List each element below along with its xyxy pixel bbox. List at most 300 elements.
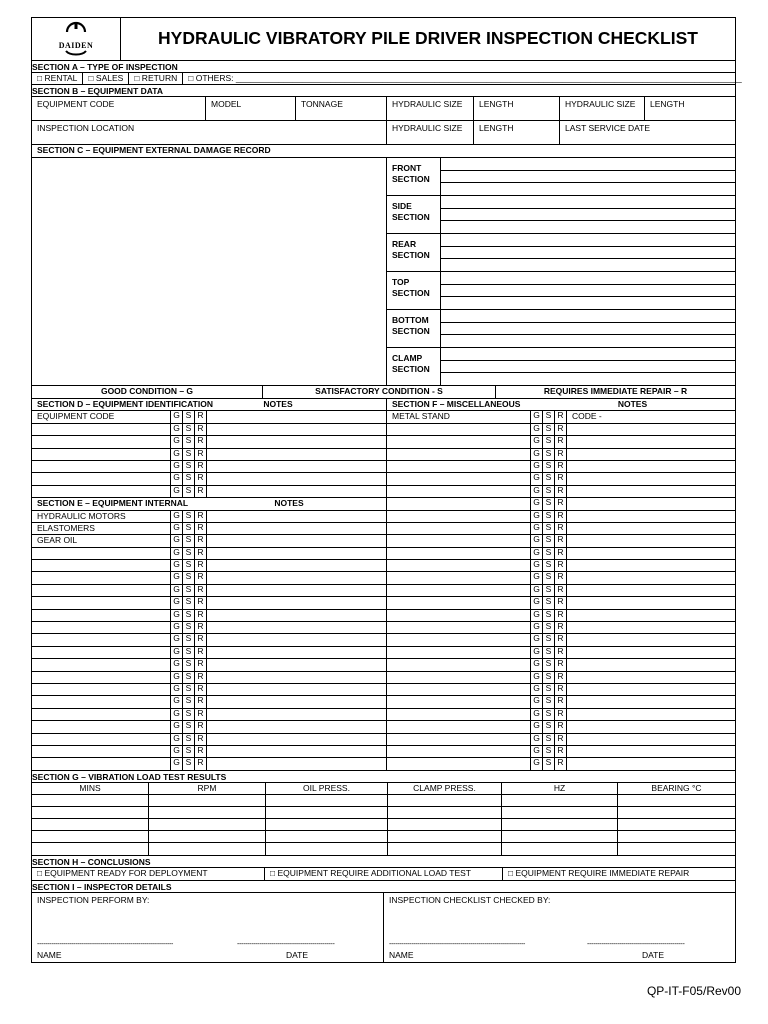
notes-cell[interactable]: [207, 411, 386, 422]
rating-option[interactable]: R: [555, 436, 567, 447]
rating-option[interactable]: R: [555, 734, 567, 745]
rating-option[interactable]: G: [171, 560, 183, 571]
notes-cell[interactable]: [567, 758, 735, 769]
rating-option[interactable]: R: [195, 597, 207, 608]
rating-option[interactable]: R: [555, 721, 567, 732]
rating-option[interactable]: R: [555, 610, 567, 621]
rating-option[interactable]: R: [195, 548, 207, 559]
rating-option[interactable]: S: [543, 622, 555, 633]
damage-notes-lines[interactable]: [441, 348, 735, 385]
rating-option[interactable]: S: [543, 548, 555, 559]
notes-cell[interactable]: [207, 746, 386, 757]
rating-option[interactable]: S: [183, 473, 195, 484]
rating-option[interactable]: G: [531, 473, 543, 484]
load-table-cell[interactable]: [149, 831, 266, 842]
option-return[interactable]: □ RETURN: [129, 73, 183, 84]
load-table-cell[interactable]: [618, 843, 735, 854]
load-table-cell[interactable]: [266, 819, 388, 830]
damage-notes-lines[interactable]: [441, 196, 735, 233]
rating-option[interactable]: G: [171, 634, 183, 645]
rating-option[interactable]: R: [555, 486, 567, 497]
damage-notes-lines[interactable]: [441, 310, 735, 347]
rating-option[interactable]: G: [171, 449, 183, 460]
damage-note-line[interactable]: [441, 158, 735, 171]
rating-option[interactable]: S: [183, 461, 195, 472]
rating-option[interactable]: S: [543, 486, 555, 497]
rating-option[interactable]: R: [555, 684, 567, 695]
rating-option[interactable]: R: [195, 709, 207, 720]
rating-option[interactable]: R: [195, 672, 207, 683]
damage-note-line[interactable]: [441, 272, 735, 285]
damage-note-line[interactable]: [441, 221, 735, 233]
load-table-cell[interactable]: [32, 843, 149, 854]
rating-option[interactable]: R: [555, 535, 567, 546]
notes-cell[interactable]: [567, 523, 735, 534]
damage-note-line[interactable]: [441, 285, 735, 298]
rating-option[interactable]: R: [195, 411, 207, 422]
option-sales[interactable]: □ SALES: [83, 73, 129, 84]
load-table-cell[interactable]: [388, 807, 502, 818]
rating-option[interactable]: S: [183, 511, 195, 522]
notes-cell[interactable]: [567, 672, 735, 683]
rating-option[interactable]: G: [171, 721, 183, 732]
notes-cell[interactable]: [207, 436, 386, 447]
field-equipment-code[interactable]: EQUIPMENT CODE: [32, 97, 206, 120]
rating-option[interactable]: S: [183, 572, 195, 583]
rating-option[interactable]: G: [171, 746, 183, 757]
rating-option[interactable]: G: [171, 659, 183, 670]
option-others[interactable]: □ OTHERS: ___________________________________________________________________________________________________________: [188, 73, 742, 83]
field-model[interactable]: MODEL: [206, 97, 296, 120]
rating-option[interactable]: R: [555, 597, 567, 608]
field-length-1[interactable]: LENGTH: [474, 97, 560, 120]
field-last-service-date[interactable]: LAST SERVICE DATE: [565, 123, 651, 133]
rating-option[interactable]: R: [195, 585, 207, 596]
rating-option[interactable]: R: [555, 511, 567, 522]
rating-option[interactable]: G: [531, 647, 543, 658]
rating-option[interactable]: R: [555, 746, 567, 757]
notes-cell[interactable]: [207, 659, 386, 670]
option-rental[interactable]: □ RENTAL: [32, 73, 83, 84]
rating-option[interactable]: G: [531, 498, 543, 509]
rating-option[interactable]: G: [531, 585, 543, 596]
notes-cell[interactable]: [207, 424, 386, 435]
rating-option[interactable]: G: [531, 511, 543, 522]
damage-note-line[interactable]: [441, 196, 735, 209]
rating-option[interactable]: G: [171, 672, 183, 683]
damage-note-line[interactable]: [441, 183, 735, 195]
rating-option[interactable]: S: [183, 597, 195, 608]
rating-option[interactable]: S: [183, 486, 195, 497]
rating-option[interactable]: R: [195, 449, 207, 460]
rating-option[interactable]: R: [555, 411, 567, 422]
option-ready-for-deployment[interactable]: □ EQUIPMENT READY FOR DEPLOYMENT: [32, 868, 265, 880]
damage-note-line[interactable]: [441, 335, 735, 347]
rating-option[interactable]: R: [195, 486, 207, 497]
rating-option[interactable]: G: [531, 411, 543, 422]
notes-cell[interactable]: [207, 572, 386, 583]
rating-option[interactable]: G: [531, 535, 543, 546]
notes-cell[interactable]: [567, 709, 735, 720]
rating-option[interactable]: R: [195, 622, 207, 633]
notes-cell[interactable]: [567, 436, 735, 447]
load-table-cell[interactable]: [388, 831, 502, 842]
field-inspection-location[interactable]: INSPECTION LOCATION: [32, 121, 387, 144]
rating-option[interactable]: G: [171, 696, 183, 707]
notes-cell[interactable]: [567, 647, 735, 658]
notes-cell[interactable]: [207, 758, 386, 769]
notes-cell[interactable]: [207, 585, 386, 596]
rating-option[interactable]: S: [183, 721, 195, 732]
load-table-cell[interactable]: [388, 795, 502, 806]
rating-option[interactable]: G: [531, 486, 543, 497]
load-table-cell[interactable]: [149, 819, 266, 830]
notes-cell[interactable]: [567, 449, 735, 460]
rating-option[interactable]: R: [195, 734, 207, 745]
rating-option[interactable]: R: [195, 721, 207, 732]
notes-cell[interactable]: [567, 486, 735, 497]
rating-option[interactable]: S: [543, 672, 555, 683]
rating-option[interactable]: S: [543, 696, 555, 707]
rating-option[interactable]: S: [543, 721, 555, 732]
notes-cell[interactable]: [567, 585, 735, 596]
rating-option[interactable]: S: [543, 758, 555, 769]
rating-option[interactable]: S: [543, 585, 555, 596]
load-table-cell[interactable]: [388, 843, 502, 854]
rating-option[interactable]: G: [171, 597, 183, 608]
rating-option[interactable]: R: [555, 473, 567, 484]
rating-option[interactable]: S: [543, 449, 555, 460]
rating-option[interactable]: S: [543, 647, 555, 658]
rating-option[interactable]: G: [531, 758, 543, 769]
rating-option[interactable]: G: [171, 411, 183, 422]
damage-note-line[interactable]: [441, 348, 735, 361]
rating-option[interactable]: S: [543, 572, 555, 583]
rating-option[interactable]: S: [183, 548, 195, 559]
rating-option[interactable]: S: [183, 436, 195, 447]
rating-option[interactable]: S: [543, 734, 555, 745]
rating-option[interactable]: G: [171, 486, 183, 497]
rating-option[interactable]: S: [183, 659, 195, 670]
damage-notes-lines[interactable]: [441, 272, 735, 309]
notes-cell[interactable]: [567, 548, 735, 559]
notes-cell[interactable]: [567, 721, 735, 732]
rating-option[interactable]: S: [543, 523, 555, 534]
notes-cell[interactable]: [207, 523, 386, 534]
rating-option[interactable]: R: [555, 585, 567, 596]
rating-option[interactable]: G: [171, 424, 183, 435]
rating-option[interactable]: S: [183, 585, 195, 596]
notes-cell[interactable]: [567, 511, 735, 522]
rating-option[interactable]: G: [531, 610, 543, 621]
rating-option[interactable]: S: [183, 610, 195, 621]
load-table-cell[interactable]: [502, 795, 618, 806]
load-table-cell[interactable]: [32, 819, 149, 830]
load-table-cell[interactable]: [502, 819, 618, 830]
rating-option[interactable]: R: [195, 659, 207, 670]
notes-cell[interactable]: [567, 659, 735, 670]
notes-cell[interactable]: [207, 634, 386, 645]
notes-cell[interactable]: [567, 734, 735, 745]
notes-cell[interactable]: [207, 548, 386, 559]
load-table-cell[interactable]: [32, 795, 149, 806]
rating-option[interactable]: G: [531, 436, 543, 447]
notes-cell[interactable]: [207, 449, 386, 460]
notes-cell[interactable]: CODE -: [572, 411, 602, 422]
load-table-cell[interactable]: [149, 795, 266, 806]
rating-option[interactable]: S: [183, 535, 195, 546]
field-tonnage[interactable]: TONNAGE: [296, 97, 387, 120]
rating-option[interactable]: S: [543, 424, 555, 435]
rating-option[interactable]: R: [195, 610, 207, 621]
load-table-cell[interactable]: [266, 831, 388, 842]
rating-option[interactable]: R: [555, 560, 567, 571]
rating-option[interactable]: G: [531, 634, 543, 645]
rating-option[interactable]: S: [183, 734, 195, 745]
notes-cell[interactable]: [207, 734, 386, 745]
damage-note-line[interactable]: [441, 259, 735, 271]
rating-option[interactable]: G: [171, 684, 183, 695]
load-table-cell[interactable]: [32, 831, 149, 842]
rating-option[interactable]: S: [543, 597, 555, 608]
rating-option[interactable]: G: [171, 734, 183, 745]
load-table-cell[interactable]: [502, 831, 618, 842]
rating-option[interactable]: S: [543, 746, 555, 757]
rating-option[interactable]: G: [531, 684, 543, 695]
rating-option[interactable]: G: [171, 461, 183, 472]
rating-option[interactable]: R: [195, 684, 207, 695]
rating-option[interactable]: R: [195, 647, 207, 658]
rating-option[interactable]: G: [171, 610, 183, 621]
rating-option[interactable]: G: [531, 597, 543, 608]
notes-cell[interactable]: [207, 709, 386, 720]
rating-option[interactable]: G: [531, 746, 543, 757]
notes-cell[interactable]: [207, 672, 386, 683]
damage-note-line[interactable]: [441, 297, 735, 309]
rating-option[interactable]: S: [543, 634, 555, 645]
rating-option[interactable]: G: [531, 461, 543, 472]
notes-cell[interactable]: [567, 597, 735, 608]
rating-option[interactable]: R: [195, 746, 207, 757]
rating-option[interactable]: S: [543, 411, 555, 422]
load-table-cell[interactable]: [266, 843, 388, 854]
rating-option[interactable]: G: [171, 436, 183, 447]
rating-option[interactable]: G: [171, 572, 183, 583]
rating-option[interactable]: S: [543, 436, 555, 447]
rating-option[interactable]: S: [183, 622, 195, 633]
rating-option[interactable]: R: [195, 473, 207, 484]
rating-option[interactable]: S: [543, 560, 555, 571]
inspector-checked-by[interactable]: [384, 893, 735, 962]
rating-option[interactable]: G: [531, 721, 543, 732]
rating-option[interactable]: G: [531, 449, 543, 460]
damage-note-line[interactable]: [441, 171, 735, 184]
rating-option[interactable]: S: [183, 672, 195, 683]
rating-option[interactable]: S: [543, 498, 555, 509]
load-table-cell[interactable]: [149, 807, 266, 818]
damage-note-line[interactable]: [441, 323, 735, 336]
rating-option[interactable]: R: [555, 498, 567, 509]
rating-option[interactable]: R: [195, 535, 207, 546]
rating-option[interactable]: R: [555, 758, 567, 769]
rating-option[interactable]: S: [543, 684, 555, 695]
rating-option[interactable]: R: [195, 424, 207, 435]
notes-cell[interactable]: [567, 634, 735, 645]
rating-option[interactable]: S: [543, 461, 555, 472]
rating-option[interactable]: G: [531, 622, 543, 633]
rating-option[interactable]: S: [183, 709, 195, 720]
load-table-cell[interactable]: [149, 843, 266, 854]
notes-cell[interactable]: [567, 560, 735, 571]
damage-notes-lines[interactable]: [441, 234, 735, 271]
rating-option[interactable]: S: [543, 610, 555, 621]
notes-cell[interactable]: [567, 572, 735, 583]
notes-cell[interactable]: [207, 684, 386, 695]
rating-option[interactable]: G: [171, 709, 183, 720]
rating-option[interactable]: R: [195, 560, 207, 571]
rating-option[interactable]: R: [195, 634, 207, 645]
damage-note-line[interactable]: [441, 247, 735, 260]
rating-option[interactable]: G: [531, 672, 543, 683]
rating-option[interactable]: R: [555, 548, 567, 559]
rating-option[interactable]: R: [195, 758, 207, 769]
rating-option[interactable]: S: [543, 511, 555, 522]
rating-option[interactable]: R: [195, 436, 207, 447]
rating-option[interactable]: G: [531, 548, 543, 559]
rating-option[interactable]: G: [531, 424, 543, 435]
rating-option[interactable]: G: [171, 473, 183, 484]
notes-cell[interactable]: [567, 622, 735, 633]
notes-cell[interactable]: [207, 622, 386, 633]
rating-option[interactable]: R: [555, 672, 567, 683]
rating-option[interactable]: R: [555, 572, 567, 583]
option-additional-load-test[interactable]: □ EQUIPMENT REQUIRE ADDITIONAL LOAD TEST: [265, 868, 503, 880]
load-table-cell[interactable]: [266, 807, 388, 818]
damage-note-line[interactable]: [441, 373, 735, 385]
rating-option[interactable]: G: [171, 548, 183, 559]
rating-option[interactable]: R: [555, 709, 567, 720]
rating-option[interactable]: S: [183, 523, 195, 534]
notes-cell[interactable]: [207, 511, 386, 522]
load-table-cell[interactable]: [266, 795, 388, 806]
notes-cell[interactable]: [207, 721, 386, 732]
load-table-cell[interactable]: [502, 807, 618, 818]
rating-option[interactable]: G: [531, 734, 543, 745]
field-length-3[interactable]: LENGTH: [474, 121, 560, 144]
rating-option[interactable]: S: [183, 647, 195, 658]
rating-option[interactable]: S: [183, 696, 195, 707]
notes-cell[interactable]: [567, 424, 735, 435]
rating-option[interactable]: S: [543, 535, 555, 546]
load-table-cell[interactable]: [618, 819, 735, 830]
notes-cell[interactable]: [207, 647, 386, 658]
rating-option[interactable]: R: [195, 461, 207, 472]
rating-option[interactable]: S: [543, 473, 555, 484]
rating-option[interactable]: S: [543, 659, 555, 670]
rating-option[interactable]: G: [171, 523, 183, 534]
notes-cell[interactable]: [567, 498, 735, 509]
damage-note-line[interactable]: [441, 310, 735, 323]
rating-option[interactable]: G: [531, 560, 543, 571]
notes-cell[interactable]: [567, 473, 735, 484]
rating-option[interactable]: S: [183, 424, 195, 435]
load-table-cell[interactable]: [618, 831, 735, 842]
rating-option[interactable]: R: [555, 634, 567, 645]
load-table-cell[interactable]: [388, 819, 502, 830]
rating-option[interactable]: G: [171, 622, 183, 633]
option-immediate-repair[interactable]: □ EQUIPMENT REQUIRE IMMEDIATE REPAIR: [508, 867, 690, 878]
notes-cell[interactable]: [207, 535, 386, 546]
rating-option[interactable]: G: [531, 659, 543, 670]
rating-option[interactable]: R: [195, 696, 207, 707]
rating-option[interactable]: R: [195, 572, 207, 583]
damage-note-line[interactable]: [441, 209, 735, 222]
rating-option[interactable]: S: [543, 709, 555, 720]
rating-option[interactable]: R: [195, 511, 207, 522]
field-hydraulic-size-2[interactable]: HYDRAULIC SIZE: [560, 97, 645, 120]
rating-option[interactable]: S: [183, 634, 195, 645]
rating-option[interactable]: S: [183, 560, 195, 571]
rating-option[interactable]: G: [171, 585, 183, 596]
rating-option[interactable]: R: [555, 622, 567, 633]
inspector-performed-by[interactable]: [32, 893, 384, 962]
notes-cell[interactable]: [567, 610, 735, 621]
rating-option[interactable]: G: [531, 696, 543, 707]
rating-option[interactable]: R: [555, 523, 567, 534]
notes-cell[interactable]: [207, 461, 386, 472]
notes-cell[interactable]: [207, 610, 386, 621]
notes-cell[interactable]: [567, 746, 735, 757]
rating-option[interactable]: R: [195, 523, 207, 534]
load-table-cell[interactable]: [618, 795, 735, 806]
rating-option[interactable]: R: [555, 696, 567, 707]
notes-cell[interactable]: [207, 473, 386, 484]
field-hydraulic-size-3[interactable]: HYDRAULIC SIZE: [387, 121, 474, 144]
notes-cell[interactable]: [567, 461, 735, 472]
rating-option[interactable]: S: [183, 449, 195, 460]
damage-note-line[interactable]: [441, 234, 735, 247]
damage-notes-lines[interactable]: [441, 158, 735, 195]
rating-option[interactable]: G: [531, 572, 543, 583]
rating-option[interactable]: R: [555, 449, 567, 460]
notes-cell[interactable]: [567, 684, 735, 695]
notes-cell[interactable]: [207, 696, 386, 707]
field-hydraulic-size-1[interactable]: HYDRAULIC SIZE: [387, 97, 474, 120]
notes-cell[interactable]: [207, 486, 386, 497]
rating-option[interactable]: G: [171, 758, 183, 769]
rating-option[interactable]: S: [183, 746, 195, 757]
rating-option[interactable]: G: [531, 523, 543, 534]
rating-option[interactable]: R: [555, 461, 567, 472]
notes-cell[interactable]: [207, 560, 386, 571]
damage-note-line[interactable]: [441, 361, 735, 374]
rating-option[interactable]: G: [531, 709, 543, 720]
load-table-cell[interactable]: [32, 807, 149, 818]
notes-cell[interactable]: [567, 696, 735, 707]
rating-option[interactable]: S: [183, 411, 195, 422]
notes-cell[interactable]: [207, 597, 386, 608]
rating-option[interactable]: S: [183, 684, 195, 695]
field-length-2[interactable]: LENGTH: [650, 99, 685, 109]
rating-option[interactable]: G: [171, 535, 183, 546]
rating-option[interactable]: R: [555, 424, 567, 435]
rating-option[interactable]: S: [183, 758, 195, 769]
rating-option[interactable]: R: [555, 659, 567, 670]
notes-cell[interactable]: [567, 535, 735, 546]
load-table-cell[interactable]: [502, 843, 618, 854]
rating-option[interactable]: G: [171, 647, 183, 658]
load-table-cell[interactable]: [618, 807, 735, 818]
